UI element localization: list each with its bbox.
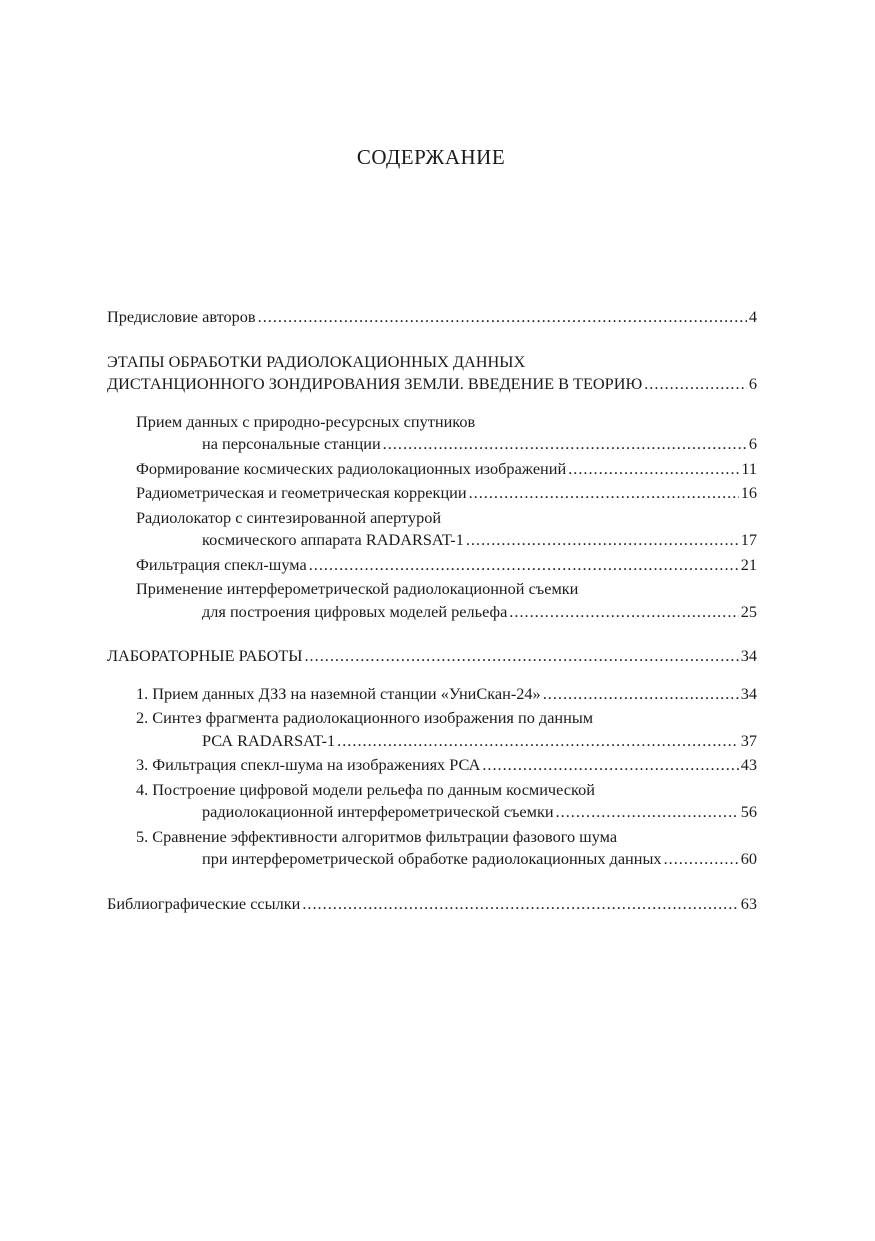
toc-entry-text: 4. Построение цифровой модели рельефа по данным космической [136, 779, 595, 799]
toc-entry-text: ЭТАПЫ ОБРАБОТКИ РАДИОЛОКАЦИОННЫХ ДАННЫХ [107, 351, 526, 371]
toc-entry-text: Радиолокатор с синтезированной апертурой [136, 507, 442, 527]
page-number: 6 [748, 374, 757, 393]
toc-entry-text-cont: космического аппарата RADARSAT-1 [202, 530, 464, 549]
toc-entry-text-cont: ДИСТАНЦИОННОГО ЗОНДИРОВАНИЯ ЗЕМЛИ. ВВЕДЕНИЕ В ТЕОРИЮ [107, 374, 643, 393]
toc-entry-part1[interactable] [107, 351, 757, 396]
dot-leader [466, 529, 739, 552]
dot-leader [304, 645, 738, 668]
dot-leader [644, 373, 747, 396]
dot-leader [509, 601, 738, 624]
table-of-contents [107, 306, 757, 915]
dot-leader [337, 730, 739, 753]
toc-entry-text: 2. Синтез фрагмента радиолокационного изображения по данным [136, 708, 594, 727]
page-title: СОДЕРЖАНИЕ [356, 145, 506, 169]
dot-leader [482, 754, 738, 777]
toc-entry-text: Применение интерферометрической радиолокационной съемки [136, 579, 579, 598]
toc-entry-s6[interactable] [107, 578, 757, 623]
toc-entry-text: ЛАБОРАТОРНЫЕ РАБОТЫ [107, 646, 303, 665]
dot-leader [383, 433, 747, 456]
dot-leader [258, 306, 747, 329]
page-number: 63 [740, 893, 757, 913]
toc-entry-text: 5. Сравнение эффективности алгоритмов фильтрации фазового шума [136, 826, 618, 846]
page-number: 43 [740, 755, 757, 774]
toc-entry-part2[interactable] [107, 645, 757, 668]
dot-leader [309, 554, 739, 577]
toc-entry-bibliography[interactable] [107, 893, 757, 916]
dot-leader [664, 848, 739, 871]
page-number: 11 [741, 458, 757, 478]
dot-leader [302, 893, 738, 916]
toc-entry-preface[interactable] [107, 306, 757, 329]
toc-entry-s2[interactable] [107, 458, 757, 481]
page-number: 37 [740, 730, 757, 750]
page-number: 60 [740, 849, 757, 868]
toc-entry-text: Предисловие авторов [107, 307, 256, 326]
toc-entry-text: Библиографические ссылки [107, 893, 301, 913]
toc-entry-l1[interactable] [107, 683, 757, 706]
page-number: 6 [748, 434, 757, 453]
page-number: 21 [740, 554, 757, 574]
toc-entry-text: 3. Фильтрация спекл-шума на изображениях РСА [136, 755, 481, 774]
page-number: 25 [740, 601, 757, 621]
page-number: 56 [740, 802, 757, 821]
toc-entry-text: Радиометрическая и геометрическая коррекции [136, 483, 467, 502]
toc-entry-text: 1. Прием данных ДЗЗ на наземной станции «УниСкан-24» [136, 683, 541, 703]
page-number: 34 [740, 646, 757, 665]
toc-entry-text: Фильтрация спекл-шума [136, 554, 307, 574]
toc-entry-text: Прием данных с природно-ресурсных спутников [136, 411, 476, 431]
toc-entry-text-cont: при интерферометрической обработке радиолокационных данных [202, 849, 662, 868]
toc-entry-text-cont: радиолокационной интерферометрической съемки [202, 802, 554, 821]
toc-entry-s3[interactable] [107, 482, 757, 505]
page-number: 4 [748, 307, 757, 326]
page-number: 34 [740, 683, 757, 703]
dot-leader [543, 683, 739, 706]
toc-entry-text-cont: РСА RADARSAT-1 [202, 730, 336, 750]
toc-entry-s1[interactable] [107, 411, 757, 456]
dot-leader [568, 458, 739, 481]
dot-leader [469, 482, 739, 505]
page-number: 17 [740, 530, 757, 549]
toc-entry-s5[interactable] [107, 554, 757, 577]
dot-leader [556, 801, 739, 824]
toc-entry-l5[interactable] [107, 826, 757, 871]
toc-entry-text-cont: на персональные станции [202, 434, 381, 453]
toc-entry-text: Формирование космических радиолокационных изображений [136, 458, 567, 478]
toc-entry-text-cont: для построения цифровых моделей рельефа [202, 601, 508, 621]
toc-entry-s4[interactable] [107, 507, 757, 552]
toc-entry-l3[interactable] [107, 754, 757, 777]
page-number: 16 [740, 483, 757, 502]
toc-entry-l2[interactable] [107, 707, 757, 752]
toc-entry-l4[interactable] [107, 779, 757, 824]
